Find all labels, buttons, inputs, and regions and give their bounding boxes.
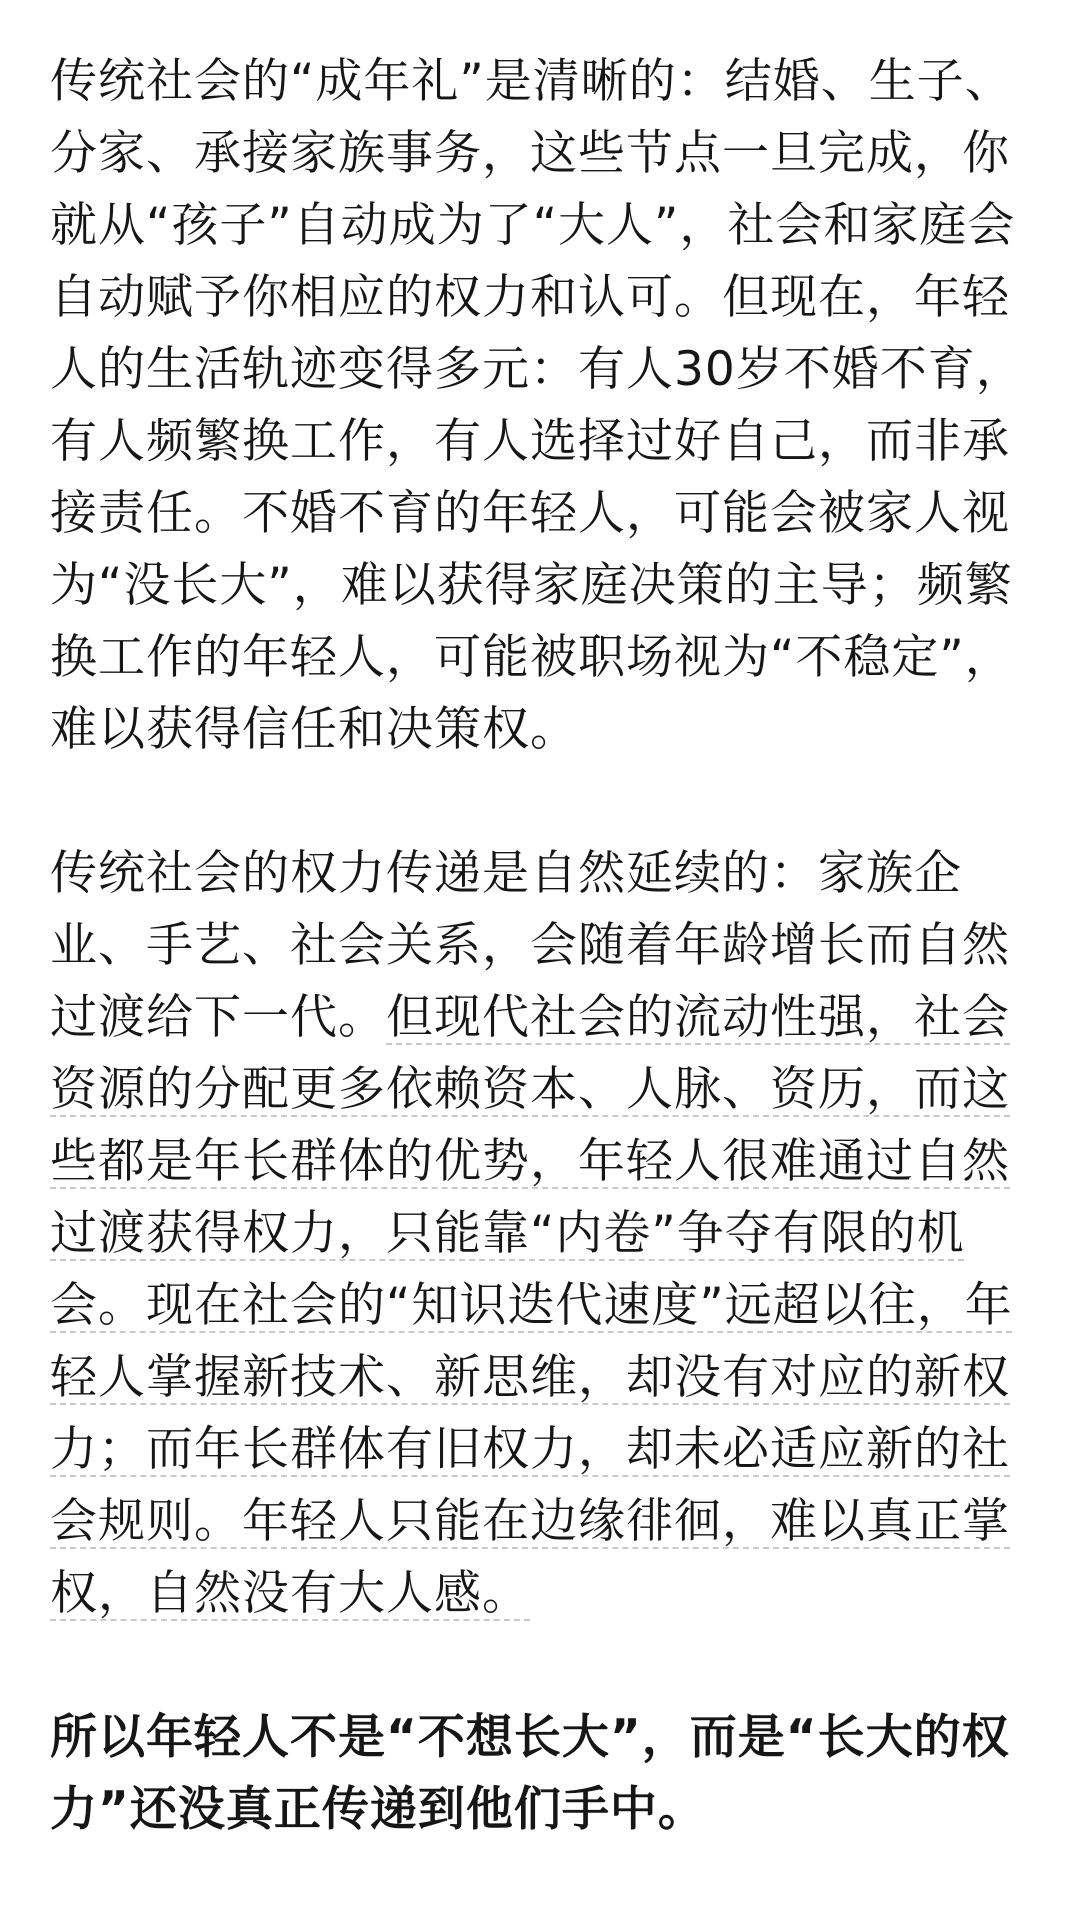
paragraph-power-transfer-text: 传统社会的权力传递是自然延续的：家族企业、手艺、社会关系，会随着年龄增长而自然过渡给下一代。 xyxy=(50,846,1010,1045)
highlighted-passage[interactable]: 但现代社会的流动性强，社会资源的分配更多依赖资本、人脉、资历，而这些都是年长群体的优势，年轻人很难通过自然过渡获得权力，只能靠“内卷”争夺有限的机会。现在社会的“知识迭代速度”远超以往，年轻人掌握新技术、新思维，却没有对应的新权力；而年长群体有旧权力，却未必适应新的社会规则。年轻人只能在边缘徘徊，难以真正掌权，自然没有大人感。 xyxy=(50,990,1013,1621)
article-body xyxy=(50,46,1050,1846)
paragraph-power-transfer xyxy=(50,838,1050,1630)
paragraph-conclusion: 所以年轻人不是“不想长大”，而是“长大的权力”还没真正传递到他们手中。 xyxy=(50,1710,1010,1837)
paragraph-rite-of-passage: 传统社会的“成年礼”是清晰的：结婚、生子、分家、承接家族事务，这些节点一旦完成，你就从“孩子”自动成为了“大人”，社会和家庭会自动赋予你相应的权力和认可。但现在，年轻人的生活轨迹变得多元：有人30岁不婚不育，有人频繁换工作，有人选择过好自己，而非承接责任。不婚不育的年轻人，可能会被家人视为“没长大”，难以获得家庭决策的主导；频繁换工作的年轻人，可能被职场视为“不稳定”，难以获得信任和决策权。 xyxy=(50,54,1024,757)
